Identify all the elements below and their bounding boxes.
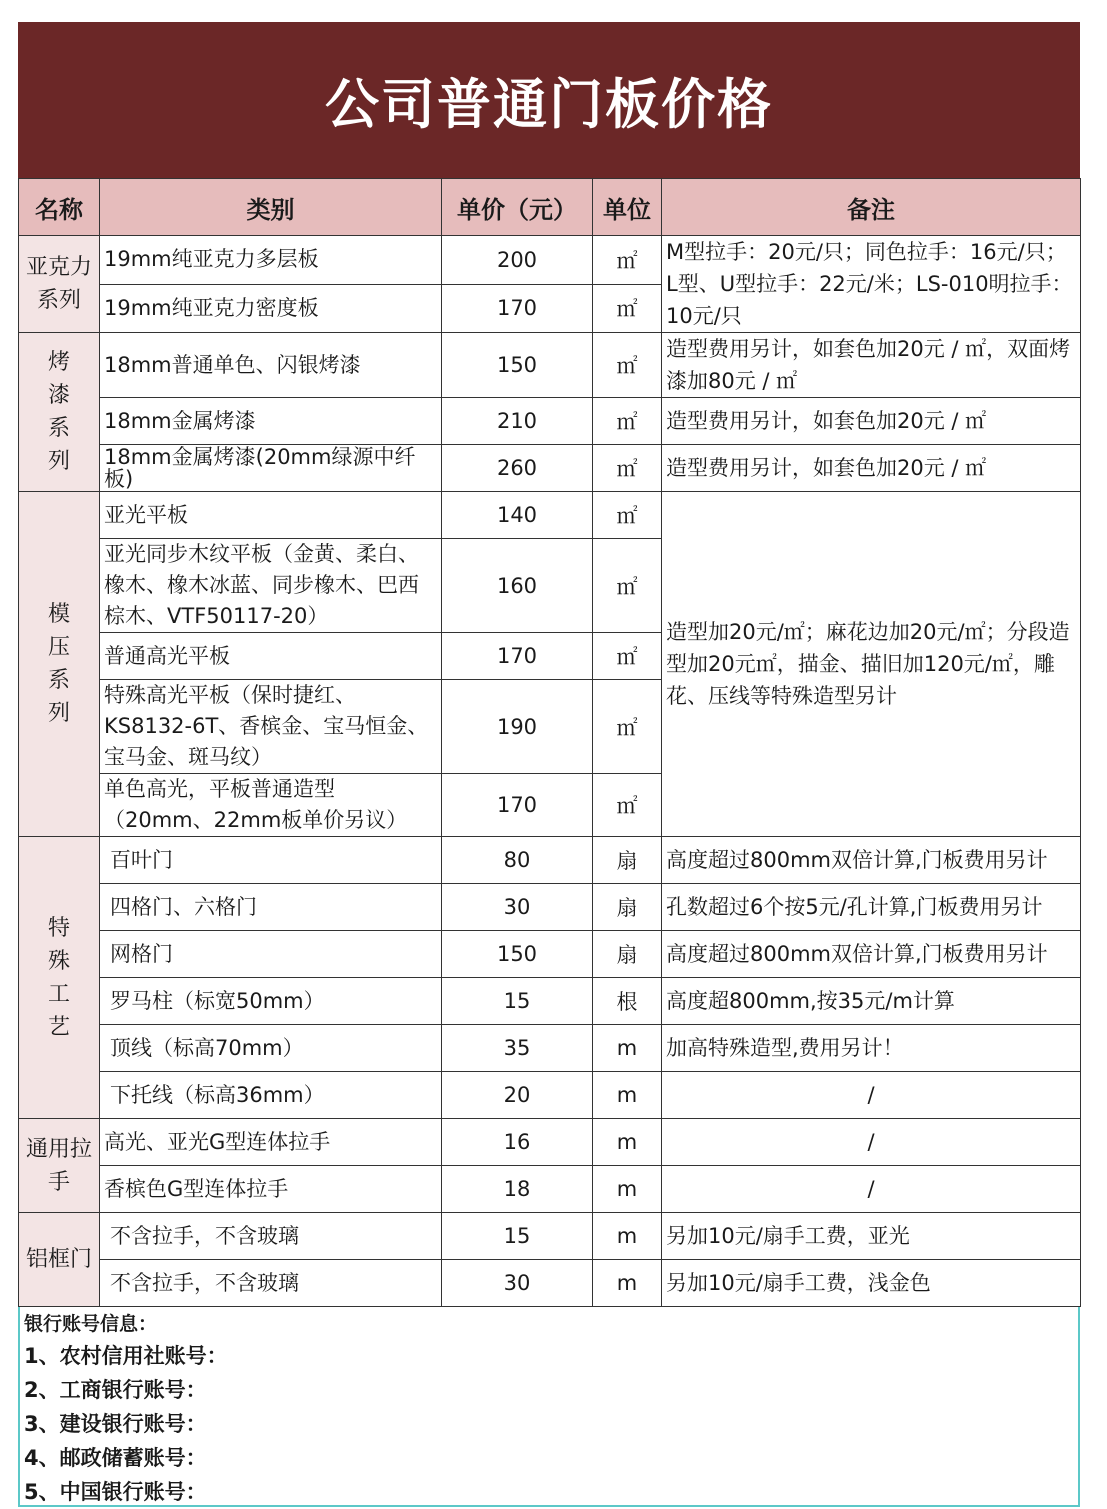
item-price: 150 <box>442 333 593 398</box>
table-row <box>19 492 1081 539</box>
item-unit: m <box>593 1072 662 1119</box>
item-note: 加高特殊造型,费用另计！ <box>662 1025 1081 1072</box>
item-unit: m <box>593 1260 662 1307</box>
item-unit: 扇 <box>593 931 662 978</box>
item-name: 单色高光，平板普通造型（20mm、22mm板单价另议） <box>100 774 442 837</box>
item-name: 网格门 <box>100 931 442 978</box>
table-row <box>19 837 1081 884</box>
note-press: 造型加20元/㎡；麻花边加20元/㎡；分段造型加20元㎡，描金、描旧加120元/㎡，雕花、压线等特殊造型另计 <box>662 492 1081 837</box>
item-unit: m <box>593 1166 662 1213</box>
item-price: 140 <box>442 492 593 539</box>
item-note: 孔数超过6个按5元/孔计算,门板费用另计 <box>662 884 1081 931</box>
item-price: 150 <box>442 931 593 978</box>
item-name: 百叶门 <box>100 837 442 884</box>
item-price: 200 <box>442 236 593 285</box>
table-row <box>19 1119 1081 1166</box>
item-unit: ㎡ <box>593 236 662 285</box>
table-row <box>19 1025 1081 1072</box>
table-row <box>19 1260 1081 1307</box>
header-price: 单价（元） <box>442 179 593 236</box>
item-price: 260 <box>442 445 593 492</box>
item-unit: ㎡ <box>593 333 662 398</box>
category-acrylic <box>19 236 100 333</box>
bank-heading: 银行账号信息： <box>24 1313 158 1335</box>
header-unit: 单位 <box>593 179 662 236</box>
item-unit: ㎡ <box>593 398 662 445</box>
item-unit: ㎡ <box>593 633 662 680</box>
table-row <box>19 1072 1081 1119</box>
item-price: 210 <box>442 398 593 445</box>
item-unit: m <box>593 1213 662 1260</box>
note-acrylic: M型拉手：20元/只；同色拉手：16元/只；L型、U型拉手：22元/米；LS-010明拉手：10元/只 <box>662 236 1081 333</box>
item-unit: 扇 <box>593 837 662 884</box>
item-price: 35 <box>442 1025 593 1072</box>
item-name: 不含拉手，不含玻璃 <box>100 1213 442 1260</box>
table-row <box>19 398 1081 445</box>
item-note: 另加10元/扇手工费，浅金色 <box>662 1260 1081 1307</box>
item-name: 18mm金属烤漆(20mm绿源中纤板) <box>100 445 442 492</box>
table-row <box>19 884 1081 931</box>
item-name: 普通高光平板 <box>100 633 442 680</box>
item-name: 亚光同步木纹平板（金黄、柔白、橡木、橡木冰蓝、同步橡木、巴西棕木、VTF50117-20） <box>100 539 442 633</box>
item-price: 170 <box>442 284 593 333</box>
item-unit: ㎡ <box>593 680 662 774</box>
category-handle <box>19 1119 100 1213</box>
item-unit: m <box>593 1119 662 1166</box>
item-price: 16 <box>442 1119 593 1166</box>
item-note: 高度超800mm,按35元/m计算 <box>662 978 1081 1025</box>
item-name: 罗马柱（标宽50mm） <box>100 978 442 1025</box>
category-label: 亚克力系列 <box>25 255 92 313</box>
category-label: 特殊工艺 <box>47 915 70 1040</box>
item-price: 170 <box>442 774 593 837</box>
bank-line: 3、建设银行账号： <box>24 1412 207 1436</box>
item-unit: ㎡ <box>593 445 662 492</box>
item-note: / <box>662 1119 1081 1166</box>
item-name: 四格门、六格门 <box>100 884 442 931</box>
category-paint <box>19 333 100 492</box>
bank-line: 5、中国银行账号： <box>24 1480 207 1504</box>
item-unit: ㎡ <box>593 774 662 837</box>
item-note: / <box>662 1072 1081 1119</box>
title-banner <box>18 22 1080 178</box>
table-row <box>19 236 1081 285</box>
item-price: 15 <box>442 978 593 1025</box>
item-name: 19mm纯亚克力密度板 <box>100 284 442 333</box>
item-unit: ㎡ <box>593 284 662 333</box>
table-row <box>19 333 1081 398</box>
item-note: 造型费用另计，如套色加20元 / ㎡ <box>662 398 1081 445</box>
header-name: 名称 <box>19 179 100 236</box>
header-note: 备注 <box>662 179 1081 236</box>
item-note: 造型费用另计，如套色加20元 / ㎡，双面烤漆加80元 / ㎡ <box>662 333 1081 398</box>
bank-line: 2、工商银行账号： <box>24 1378 207 1402</box>
category-special <box>19 837 100 1119</box>
bank-info <box>18 1307 1080 1507</box>
item-name: 下托线（标高36mm） <box>100 1072 442 1119</box>
item-name: 18mm金属烤漆 <box>100 398 442 445</box>
item-name: 亚光平板 <box>100 492 442 539</box>
item-name: 高光、亚光G型连体拉手 <box>100 1119 442 1166</box>
header-category: 类别 <box>100 179 442 236</box>
table-row <box>19 445 1081 492</box>
item-name: 19mm纯亚克力多层板 <box>100 236 442 285</box>
item-unit: ㎡ <box>593 539 662 633</box>
item-note: 高度超过800mm双倍计算,门板费用另计 <box>662 837 1081 884</box>
bank-line: 1、农村信用社账号： <box>24 1344 228 1368</box>
page-title: 公司普通门板价格 <box>325 72 773 136</box>
table-row <box>19 1166 1081 1213</box>
category-label: 模压系列 <box>47 602 70 726</box>
item-unit: 扇 <box>593 884 662 931</box>
table-row <box>19 1213 1081 1260</box>
item-price: 30 <box>442 1260 593 1307</box>
item-note: 造型费用另计，如套色加20元 / ㎡ <box>662 445 1081 492</box>
item-note: 高度超过800mm双倍计算,门板费用另计 <box>662 931 1081 978</box>
table-row <box>19 978 1081 1025</box>
price-sheet <box>18 22 1080 1507</box>
item-name: 顶线（标高70mm） <box>100 1025 442 1072</box>
item-note: 另加10元/扇手工费，亚光 <box>662 1213 1081 1260</box>
price-table <box>18 178 1081 1307</box>
item-price: 190 <box>442 680 593 774</box>
item-name: 18mm普通单色、闪银烤漆 <box>100 333 442 398</box>
item-unit: 根 <box>593 978 662 1025</box>
item-name: 香槟色G型连体拉手 <box>100 1166 442 1213</box>
item-name: 不含拉手，不含玻璃 <box>100 1260 442 1307</box>
item-price: 80 <box>442 837 593 884</box>
item-price: 18 <box>442 1166 593 1213</box>
item-note: / <box>662 1166 1081 1213</box>
item-price: 20 <box>442 1072 593 1119</box>
item-name: 特殊高光平板（保时捷红、KS8132-6T、香槟金、宝马恒金、宝马金、斑马纹） <box>100 680 442 774</box>
table-row <box>19 931 1081 978</box>
header-row <box>19 179 1081 236</box>
item-unit: ㎡ <box>593 492 662 539</box>
item-price: 170 <box>442 633 593 680</box>
category-label: 烤漆系列 <box>47 350 70 474</box>
category-press <box>19 492 100 837</box>
item-unit: m <box>593 1025 662 1072</box>
category-label: 通用拉手 <box>25 1136 92 1195</box>
bank-line: 4、邮政储蓄账号： <box>24 1446 207 1470</box>
category-alum: 铝框门 <box>19 1213 100 1307</box>
item-price: 30 <box>442 884 593 931</box>
item-price: 160 <box>442 539 593 633</box>
item-price: 15 <box>442 1213 593 1260</box>
